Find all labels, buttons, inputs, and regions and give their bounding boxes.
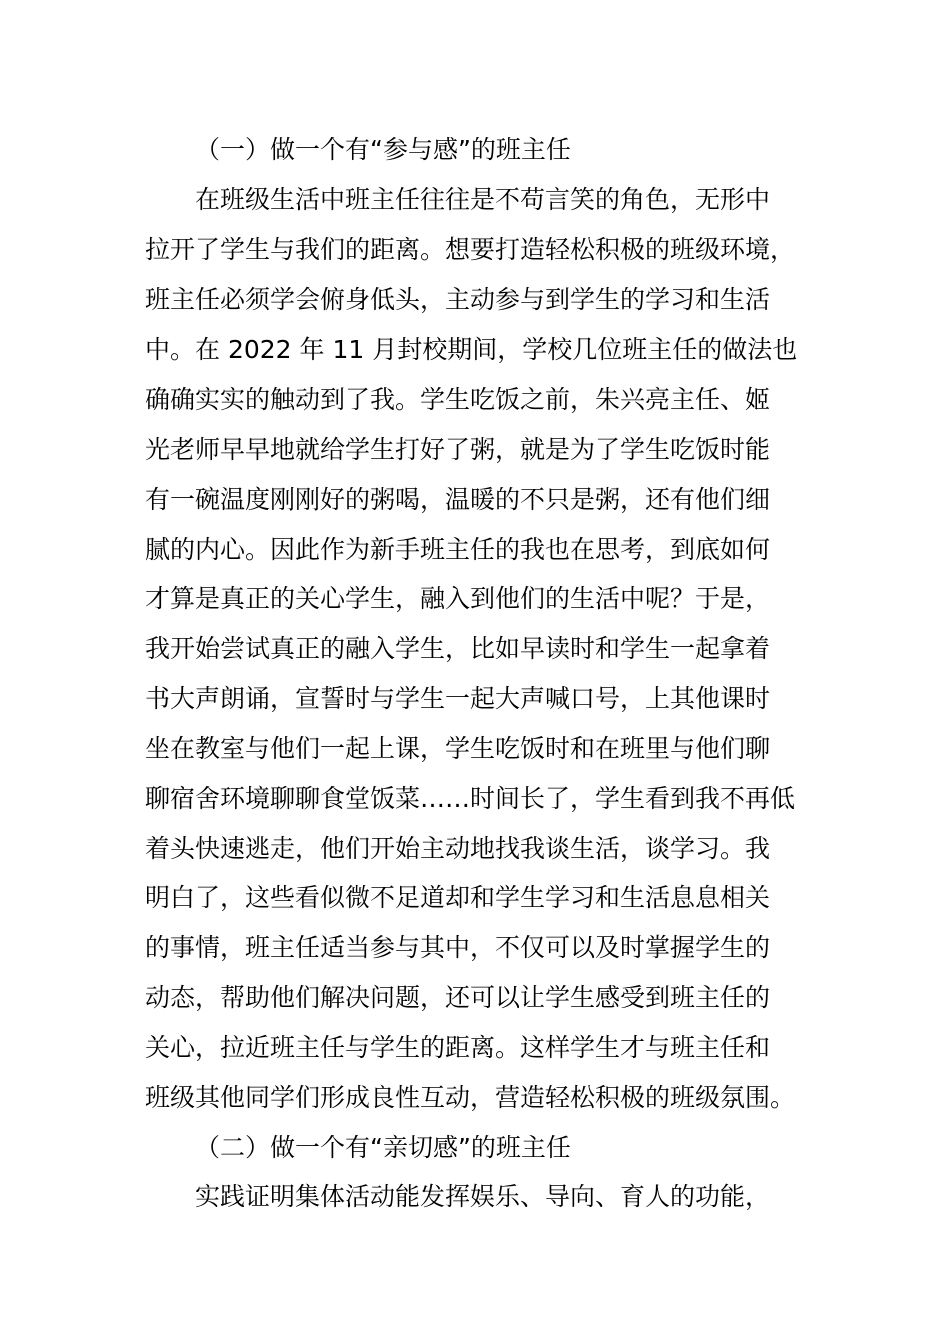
paragraph-line: 坐在教室与他们一起上课，学生吃饭时和在班里与他们聊 xyxy=(145,734,771,763)
paragraph-line: 动态，帮助他们解决问题，还可以让学生感受到班主任的 xyxy=(145,983,771,1012)
paragraph-line: 我开始尝试真正的融入学生，比如早读时和学生一起拿着 xyxy=(145,634,771,663)
section-heading-2: （二）做一个有“亲切感”的班主任 xyxy=(195,1133,571,1162)
paragraph-line: 拉开了学生与我们的距离。想要打造轻松积极的班级环境， xyxy=(145,235,796,264)
paragraph-line: 光老师早早地就给学生打好了粥，就是为了学生吃饭时能 xyxy=(145,435,771,464)
paragraph-line: 中。在 2022 年 11 月封校期间，学校几位班主任的做法也 xyxy=(145,335,798,364)
paragraph-line: 班级其他同学们形成良性互动，营造轻松积极的班级氛围。 xyxy=(145,1083,796,1112)
paragraph-line: 确确实实的触动到了我。学生吃饭之前，朱兴亮主任、姬 xyxy=(145,385,771,414)
paragraph-line: 关心，拉近班主任与学生的距离。这样学生才与班主任和 xyxy=(145,1033,771,1062)
section-heading-1: （一）做一个有“参与感”的班主任 xyxy=(195,135,571,164)
paragraph-line: 明白了，这些看似微不足道却和学生学习和生活息息相关 xyxy=(145,883,771,912)
paragraph-line: 班主任必须学会俯身低头，主动参与到学生的学习和生活 xyxy=(145,285,771,314)
paragraph-line: 着头快速逃走，他们开始主动地找我谈生活，谈学习。我 xyxy=(145,834,771,863)
paragraph-line: 腻的内心。因此作为新手班主任的我也在思考，到底如何 xyxy=(145,535,771,564)
paragraph-line: 聊宿舍环境聊聊食堂饭菜……时间长了，学生看到我不再低 xyxy=(145,784,796,813)
paragraph-line: 实践证明集体活动能发挥娱乐、导向、育人的功能， xyxy=(195,1182,771,1211)
paragraph-line: 有一碗温度刚刚好的粥喝，温暖的不只是粥，还有他们细 xyxy=(145,485,771,514)
paragraph-line: 才算是真正的关心学生，融入到他们的生活中呢？于是， xyxy=(145,584,771,613)
paragraph-line: 的事情，班主任适当参与其中，不仅可以及时掌握学生的 xyxy=(145,933,771,962)
paragraph-line: 在班级生活中班主任往往是不苟言笑的角色，无形中 xyxy=(195,185,771,214)
paragraph-line: 书大声朗诵，宣誓时与学生一起大声喊口号，上其他课时 xyxy=(145,684,771,713)
